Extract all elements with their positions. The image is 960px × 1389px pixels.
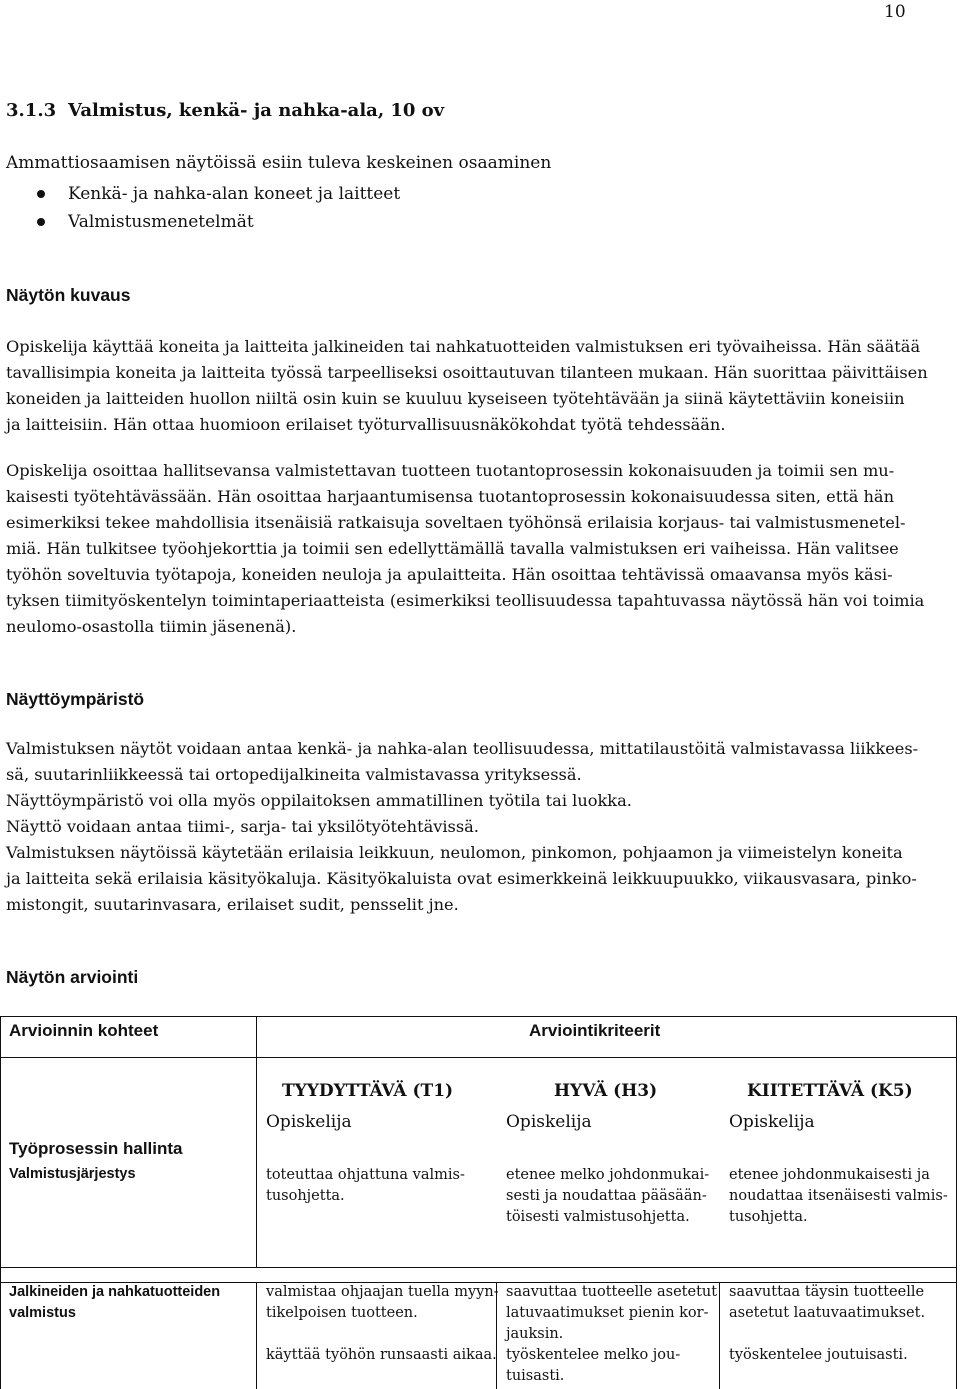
kuvaus-heading: Näytön kuvaus: [6, 285, 131, 305]
table-divider: [719, 1282, 720, 1389]
kuvaus-paragraph-1: Opiskelija käyttää koneita ja laitteita jalkineiden tai nahkatuotteiden valmistuksen eri työvaiheissa. Hän säätää tavallisimpia koneita ja laitteita työssä tarpeelliseksi osoittautuvan tilanteen mukaan. Hän suorittaa päivittäisen koneiden ja laitteiden huollon niiltä osin kuin se kuuluu kyseiseen työtehtävään ja siinä käytettäviin koneisiin ja laitteisiin. Hän ottaa huomioon erilaiset työturvallisuusnäkökohdat työtä tehdessään.: [6, 337, 928, 434]
subject-h3: Opiskelija: [506, 1112, 592, 1132]
group-label: Työprosessin hallinta: [9, 1139, 183, 1158]
competence-list: [0, 180, 400, 236]
table-divider: [256, 1017, 257, 1267]
arviointi-heading: Näytön arviointi: [6, 967, 139, 987]
bullet-icon: [37, 190, 45, 198]
level-h3: HYVÄ (H3): [554, 1081, 658, 1101]
list-item: Valmistusmenetelmät: [0, 208, 400, 236]
ymparisto-paragraph: Valmistuksen näytöt voidaan antaa kenkä- ja nahka-alan teollisuudessa, mittatilaustöitä valmistavassa liikkees- sä, suutarinliikkeessä tai ortopedijalkineita valmistavassa yrityksessä. Näyttöympäristö voi olla myös oppilaitoksen ammatillinen työtila tai luokka. Näyttö voidaan antaa tiimi-, sarja- tai yksilötyötehtävissä. Valmistuksen näytöissä käytetään erilaisia leikkuun, neulomon, pinkomon, pohjaamon ja viimeistelyn koneita ja laitteita sekä erilaisia käsityökaluja. Käsityökaluista ovat esimerkkeinä leikkuupuukko, viikausvasara, pinko- mistongit, suutarinvasara, erilaiset sudit, pensselit jne.: [6, 739, 919, 914]
criteria-t1: valmistaa ohjaajan tuella myyn- tikelpoisen tuotteen. käyttää työhön runsaasti aikaa.: [266, 1284, 499, 1363]
row-label-valmistusjarjestys: Valmistusjärjestys: [9, 1166, 136, 1182]
level-t1: TYYDYTTÄVÄ (T1): [282, 1081, 454, 1101]
intro-text: Ammattiosaamisen näytöissä esiin tuleva keskeinen osaaminen: [6, 153, 552, 173]
table-divider: [1, 1057, 956, 1058]
list-item: Kenkä- ja nahka-alan koneet ja laitteet: [0, 180, 400, 208]
page-number: 10: [884, 2, 906, 22]
section-number: 3.1.3: [6, 100, 57, 121]
level-k5: KIITETTÄVÄ (K5): [747, 1081, 913, 1101]
row-label-valmistus: Jalkineiden ja nahkatuotteiden valmistus: [9, 1284, 221, 1321]
kuvaus-paragraph-2: Opiskelija osoittaa hallitsevansa valmistettavan tuotteen tuotantoprosessin kokonaisuuden ja toimii sen mu- kaisesti työtehtävässään. Hän osoittaa harjaantumisensa tuotantoprosessin kokonaisuudessa siten, että hän esimerkiksi tekee mahdollisia itsenäisiä ratkaisuja soveltaen työhönsä erilaisia korjaus- tai valmistusmenetel- miä. Hän tulkitsee työohjekorttia ja toimii sen edellyttämällä tavalla valmistuksen eri vaiheissa. Hän valitsee työhön soveltuvia työtapoja, koneiden neuloja ja apulaitteita. Hän osoittaa tehtävissä omaavansa myös käsi- tyksen tiimityöskentelyn toimintaperiaatteista (esimerkiksi teollisuudessa tapahtuvassa näytössä hän voi toimia neulomo-osastolla tiimin jäsenenä).: [6, 461, 925, 636]
criteria-k5: etenee johdonmukaisesti ja noudattaa itsenäisesti valmis- tusohjetta.: [729, 1167, 948, 1225]
subject-k5: Opiskelija: [729, 1112, 815, 1132]
column-header-kriteerit: Arviointikriteerit: [529, 1021, 661, 1040]
criteria-h3: saavuttaa tuotteelle asetetut latuvaatimukset pienin kor- jauksin. työskentelee melko jou- tuisasti.: [506, 1284, 718, 1384]
column-header-kohteet: Arvioinnin kohteet: [9, 1021, 159, 1040]
subject-t1: Opiskelija: [266, 1112, 352, 1132]
ymparisto-heading: Näyttöympäristö: [6, 689, 145, 709]
criteria-t1: toteuttaa ohjattuna valmis- tusohjetta.: [266, 1167, 465, 1204]
bullet-icon: [37, 218, 45, 226]
table-divider: [256, 1282, 257, 1389]
criteria-k5: saavuttaa täysin tuotteelle asetetut laatuvaatimukset. työskentelee joutuisasti.: [729, 1284, 926, 1363]
assessment-table: [0, 1016, 957, 1389]
section-heading: [6, 100, 444, 121]
table-divider: [1, 1267, 956, 1268]
section-title: Valmistus, kenkä- ja nahka-ala, 10 ov: [68, 100, 445, 121]
criteria-h3: etenee melko johdonmukai- sesti ja noudattaa pääsään- töisesti valmistusohjetta.: [506, 1167, 710, 1225]
